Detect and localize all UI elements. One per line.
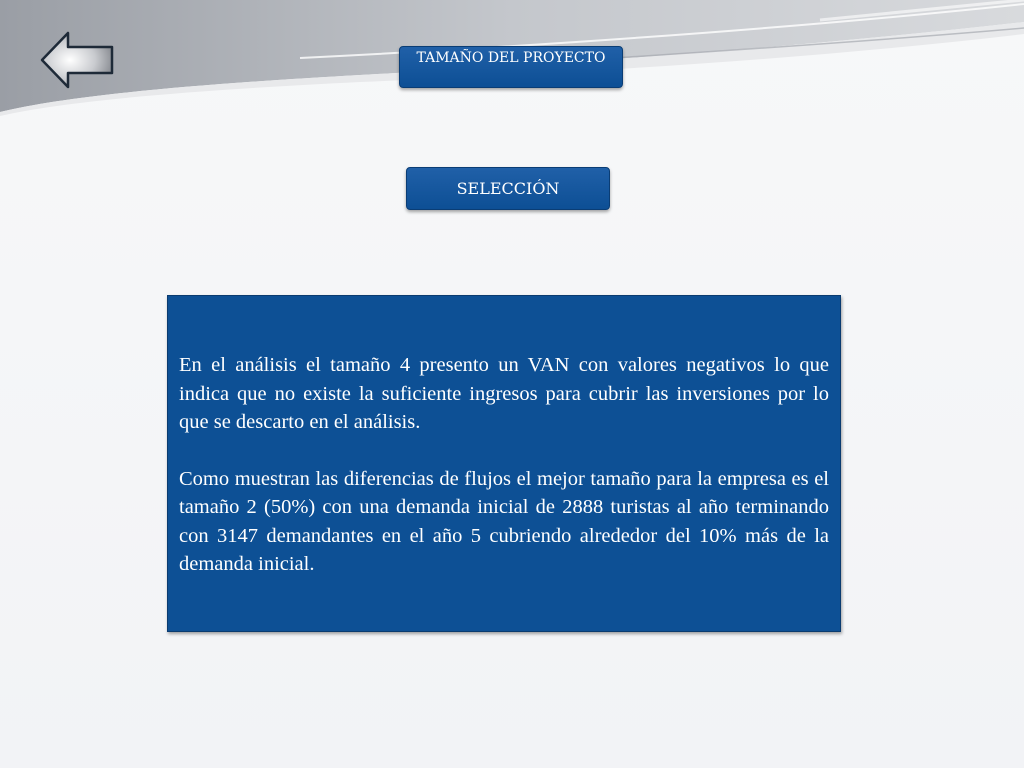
project-size-label: TAMAÑO DEL PROYECTO <box>416 50 606 66</box>
back-arrow-icon <box>38 30 116 90</box>
analysis-text-box <box>167 295 841 632</box>
project-size-tag <box>399 46 623 88</box>
analysis-paragraph: En el análisis el tamaño 4 presento un VAN con valores negativos lo que indica que no existe la suficiente ingresos para cubrir las inversiones por lo que se descarto en el análisis. <box>179 354 829 433</box>
selection-label: SELECCIÓN <box>456 179 560 198</box>
selection-tag <box>406 167 610 210</box>
back-button[interactable] <box>38 30 116 90</box>
analysis-paragraph: Como muestran las diferencias de flujos el mejor tamaño para la empresa es el tamaño 2 (50%) con una demanda inicial de 2888 turistas al año terminando con 3147 demandantes en el año 5 cubriendo alrededor del 10% más de la demanda inicial. <box>179 467 829 575</box>
